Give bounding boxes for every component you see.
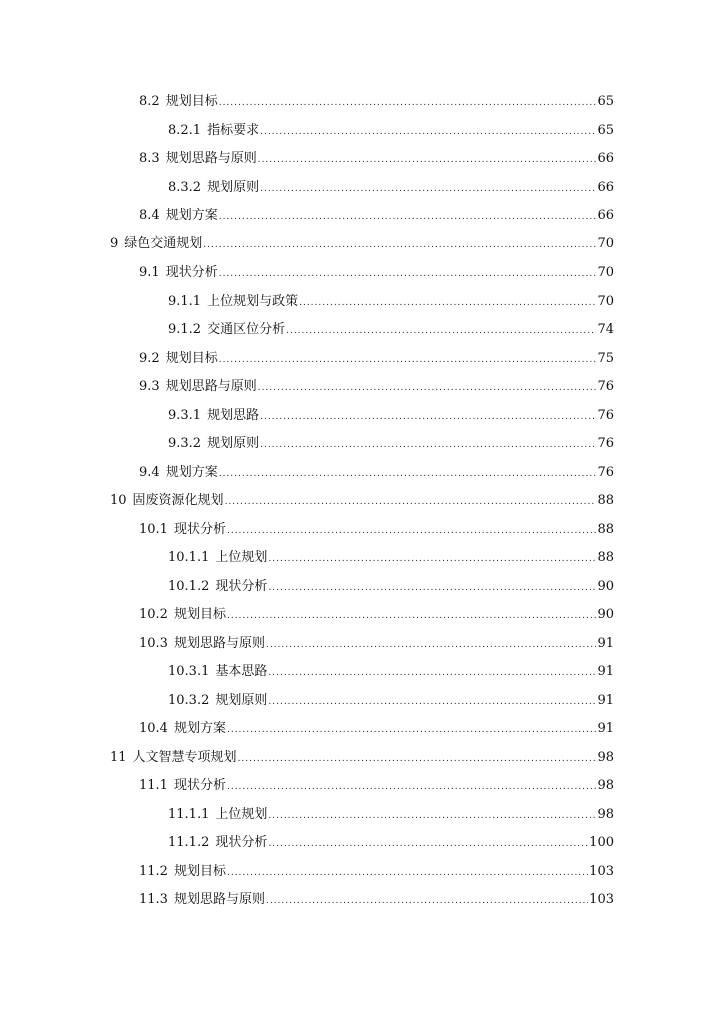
dot-leader xyxy=(227,521,596,541)
toc-entry-page: 98 xyxy=(597,807,614,822)
toc-entry-number: 11.3 xyxy=(139,892,168,907)
toc-entry-title: 上位规划 xyxy=(215,807,268,822)
dot-leader xyxy=(260,122,596,142)
toc-entry-page: 70 xyxy=(597,236,614,251)
dot-leader xyxy=(266,891,588,911)
toc-entry-number: 8.4 xyxy=(139,208,160,223)
toc-entry-page: 74 xyxy=(597,322,614,337)
toc-entry-title: 上位规划 xyxy=(215,550,268,565)
toc-entry-page: 98 xyxy=(597,750,614,765)
toc-entry-title: 现状分析 xyxy=(215,579,268,594)
toc-entry-page: 76 xyxy=(597,408,614,423)
toc-entry-number: 11 xyxy=(110,750,127,765)
toc-entry-10-4[interactable] xyxy=(139,719,614,739)
dot-leader xyxy=(266,635,596,655)
toc-entry-number: 8.2.1 xyxy=(168,123,202,138)
toc-entry-title: 规划方案 xyxy=(165,465,218,480)
toc-entry-title: 规划原则 xyxy=(207,436,260,451)
toc-entry-page: 88 xyxy=(597,493,614,508)
toc-entry-title: 现状分析 xyxy=(173,522,226,537)
toc-entry-page: 66 xyxy=(597,151,614,166)
toc-entry-title: 现状分析 xyxy=(173,778,226,793)
dot-leader xyxy=(258,378,597,398)
toc-entry-10-1[interactable] xyxy=(139,520,614,540)
toc-entry-title: 规划目标 xyxy=(165,94,218,109)
toc-entry-title: 规划原则 xyxy=(207,180,260,195)
toc-entry-page: 90 xyxy=(597,579,614,594)
toc-entry-title: 规划思路与原则 xyxy=(165,379,257,394)
dot-leader xyxy=(225,492,597,512)
toc-entry-number: 10 xyxy=(110,493,127,508)
toc-entry-title: 规划思路与原则 xyxy=(165,151,257,166)
toc-entry-title: 规划目标 xyxy=(165,351,218,366)
toc-entry-title: 交通区位分析 xyxy=(207,322,286,337)
toc-entry-10-3[interactable] xyxy=(139,634,614,654)
toc-entry-title: 规划目标 xyxy=(173,607,226,622)
toc-entry-number: 9.3.2 xyxy=(168,436,202,451)
toc-entry-number: 9.1 xyxy=(139,265,160,280)
toc-entry-number: 9.1.1 xyxy=(168,294,202,309)
toc-entry-number: 8.3 xyxy=(139,151,160,166)
toc-entry-page: 100 xyxy=(589,835,614,850)
toc-entry-11-1-1[interactable] xyxy=(168,805,614,825)
toc-entry-page: 66 xyxy=(597,180,614,195)
toc-entry-10-1-2[interactable] xyxy=(168,577,614,597)
toc-entry-title: 上位规划与政策 xyxy=(207,294,299,309)
toc-entry-number: 10.3.2 xyxy=(168,693,210,708)
toc-entry-9-3-1[interactable] xyxy=(168,406,614,426)
toc-entry-number: 9.3.1 xyxy=(168,408,202,423)
toc-entry-number: 11.1.1 xyxy=(168,807,210,822)
toc-entry-title: 规划思路与原则 xyxy=(173,892,265,907)
toc-entry-number: 8.3.2 xyxy=(168,180,202,195)
dot-leader xyxy=(299,293,596,313)
toc-entry-11-1[interactable] xyxy=(139,776,614,796)
toc-entry-page: 65 xyxy=(597,123,614,138)
toc-entry-page: 88 xyxy=(597,550,614,565)
toc-entry-9-1[interactable] xyxy=(139,263,614,283)
toc-entry-10-3-2[interactable] xyxy=(168,691,614,711)
dot-leader xyxy=(219,264,597,284)
toc-entry-11-1-2[interactable] xyxy=(168,833,614,853)
dot-leader xyxy=(219,464,597,484)
toc-entry-8-3[interactable] xyxy=(139,149,614,169)
dot-leader xyxy=(227,606,596,626)
toc-entry-number: 11.2 xyxy=(139,864,168,879)
toc-entry-9-2[interactable] xyxy=(139,349,614,369)
toc-entry-number: 9.3 xyxy=(139,379,160,394)
toc-entry-8-2[interactable] xyxy=(139,92,614,112)
toc-entry-page: 103 xyxy=(589,864,614,879)
toc-entry-title: 固废资源化规划 xyxy=(132,493,224,508)
toc-entry-title: 基本思路 xyxy=(215,664,268,679)
toc-entry-9-1-1[interactable] xyxy=(168,292,614,312)
dot-leader xyxy=(268,692,596,712)
toc-entry-number: 8.2 xyxy=(139,94,160,109)
toc-entry-title: 规划思路 xyxy=(207,408,260,423)
toc-entry-number: 9.1.2 xyxy=(168,322,202,337)
toc-entry-title: 指标要求 xyxy=(207,123,260,138)
toc-entry-page: 65 xyxy=(597,94,614,109)
dot-leader xyxy=(260,179,596,199)
dot-leader xyxy=(268,578,596,598)
toc-entry-number: 10.4 xyxy=(139,721,168,736)
toc-entry-title: 规划思路与原则 xyxy=(173,636,265,651)
dot-leader xyxy=(260,435,596,455)
toc-entry-9[interactable] xyxy=(110,234,614,254)
toc-entry-number: 10.1.2 xyxy=(168,579,210,594)
toc-entry-page: 91 xyxy=(597,721,614,736)
toc-entry-page: 76 xyxy=(597,379,614,394)
dot-leader xyxy=(219,93,597,113)
toc-entry-page: 103 xyxy=(589,892,614,907)
toc-entry-number: 9.4 xyxy=(139,465,160,480)
toc-entry-10[interactable] xyxy=(110,491,614,511)
toc-entry-number: 9.2 xyxy=(139,351,160,366)
toc-entry-page: 98 xyxy=(597,778,614,793)
toc-entry-10-1-1[interactable] xyxy=(168,548,614,568)
toc-entry-number: 11.1.2 xyxy=(168,835,210,850)
toc-entry-title: 规划方案 xyxy=(173,721,226,736)
dot-leader xyxy=(268,834,588,854)
toc-entry-number: 11.1 xyxy=(139,778,168,793)
toc-entry-title: 人文智慧专项规划 xyxy=(132,750,237,765)
toc-entry-title: 规划原则 xyxy=(215,693,268,708)
dot-leader xyxy=(268,806,596,826)
toc-entry-10-2[interactable] xyxy=(139,605,614,625)
toc-entry-number: 10.1.1 xyxy=(168,550,210,565)
toc-entry-page: 88 xyxy=(597,522,614,537)
toc-entry-number: 10.2 xyxy=(139,607,168,622)
toc-entry-8-4[interactable] xyxy=(139,206,614,226)
dot-leader xyxy=(268,549,596,569)
dot-leader xyxy=(286,321,596,341)
toc-entry-page: 75 xyxy=(597,351,614,366)
dot-leader xyxy=(260,407,596,427)
toc-entry-page: 91 xyxy=(597,664,614,679)
dot-leader xyxy=(268,663,596,683)
toc-entry-title: 规划方案 xyxy=(165,208,218,223)
toc-entry-number: 10.1 xyxy=(139,522,168,537)
dot-leader xyxy=(219,207,597,227)
dot-leader xyxy=(227,863,588,883)
toc-entry-11-3[interactable] xyxy=(139,890,614,910)
dot-leader xyxy=(227,777,596,797)
toc-entry-page: 66 xyxy=(597,208,614,223)
toc-entry-9-3-2[interactable] xyxy=(168,434,614,454)
toc-entry-title: 绿色交通规划 xyxy=(124,236,203,251)
toc-entry-page: 91 xyxy=(597,636,614,651)
toc-entry-8-3-2[interactable] xyxy=(168,178,614,198)
toc-entry-10-3-1[interactable] xyxy=(168,662,614,682)
dot-leader xyxy=(227,720,596,740)
toc-entry-9-4[interactable] xyxy=(139,463,614,483)
toc-entry-number: 9 xyxy=(110,236,119,251)
toc-entry-page: 70 xyxy=(597,294,614,309)
toc-entry-9-3[interactable] xyxy=(139,377,614,397)
toc-entry-page: 90 xyxy=(597,607,614,622)
toc-entry-8-2-1[interactable] xyxy=(168,121,614,141)
toc-entry-page: 76 xyxy=(597,436,614,451)
toc-entry-page: 91 xyxy=(597,693,614,708)
dot-leader xyxy=(238,749,597,769)
toc-entry-title: 现状分析 xyxy=(215,835,268,850)
toc-entry-9-1-2[interactable] xyxy=(168,320,614,340)
toc-entry-title: 规划目标 xyxy=(173,864,226,879)
toc-entry-number: 10.3 xyxy=(139,636,168,651)
dot-leader xyxy=(203,235,596,255)
toc-entry-page: 70 xyxy=(597,265,614,280)
toc-entry-title: 现状分析 xyxy=(165,265,218,280)
dot-leader xyxy=(258,150,597,170)
dot-leader xyxy=(219,350,597,370)
toc-entry-page: 76 xyxy=(597,465,614,480)
toc-entry-11-2[interactable] xyxy=(139,862,614,882)
toc-entry-number: 10.3.1 xyxy=(168,664,210,679)
toc-entry-11[interactable] xyxy=(110,748,614,768)
